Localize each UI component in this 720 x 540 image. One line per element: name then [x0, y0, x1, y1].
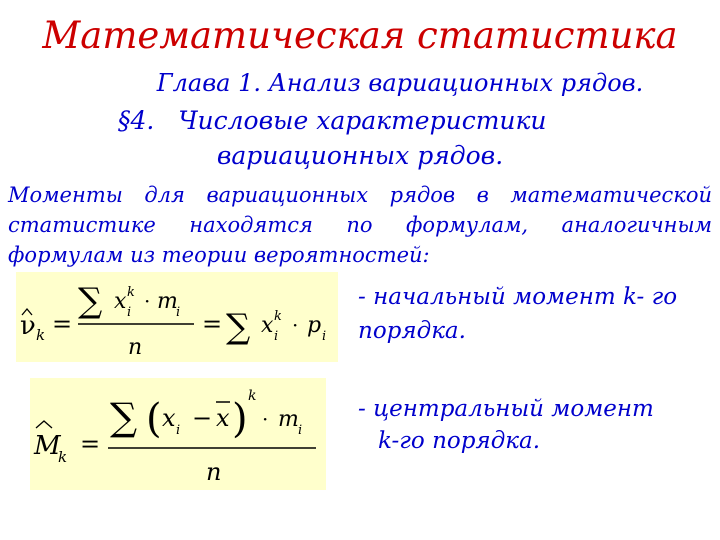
m-subscript: i: [176, 305, 181, 320]
sum-symbol-1: ∑: [78, 281, 103, 321]
intro-paragraph: Моменты для вариационных рядов в математической статистике находятся по формулам, аналогичным формулам из теории вероятностей:: [8, 183, 712, 267]
sum-symbol-2: ∑: [226, 307, 251, 347]
x-subscript: i: [127, 305, 132, 320]
initial-moment-description-line2: порядка.: [358, 318, 466, 344]
denominator-n-2: n: [206, 458, 222, 486]
section-heading-line1: §4. Числовые характеристики: [118, 106, 547, 135]
m-subscript-2: i: [298, 423, 303, 438]
m-symbol: M: [34, 431, 61, 461]
x-superscript-2: k: [274, 309, 282, 324]
dot-operator: ·: [144, 289, 151, 313]
minus-sign: −: [192, 404, 213, 432]
x-variable-2: x: [261, 313, 274, 338]
x-variable: x: [114, 289, 127, 314]
power-k: k: [248, 388, 257, 404]
section-heading-line2: вариационных рядов.: [216, 141, 504, 170]
m-variable-2: m: [278, 407, 299, 432]
central-moment-description-line1: - центральный момент: [358, 396, 654, 422]
x-bar-variable: x: [216, 404, 230, 432]
open-paren: (: [146, 396, 162, 442]
x-variable-3: x: [162, 404, 176, 432]
initial-moment-description-line1: - начальный момент k- го: [358, 284, 678, 310]
equals-sign-3: =: [80, 430, 101, 458]
central-moment-formula: [30, 378, 326, 490]
chapter-heading: Глава 1. Анализ вариационных рядов.: [156, 69, 644, 97]
initial-moment-formula: [16, 272, 338, 362]
lhs-subscript: k: [36, 326, 46, 344]
close-paren: ): [232, 396, 248, 442]
dot-operator-2: ·: [292, 313, 299, 337]
m-variable: m: [157, 289, 178, 314]
x-superscript: k: [127, 285, 135, 300]
sum-symbol-3: ∑: [110, 395, 138, 439]
central-moment-formula-svg: [30, 378, 326, 490]
hat-mark-m: [36, 421, 52, 428]
nu-symbol: ν: [20, 311, 36, 341]
initial-moment-formula-svg: [16, 272, 338, 362]
equals-sign-1: =: [52, 310, 73, 338]
lhs-subscript-2: k: [58, 448, 68, 466]
equals-sign-2: =: [202, 310, 223, 338]
x-subscript-2: i: [274, 329, 279, 344]
page-title: Математическая статистика: [42, 14, 678, 57]
p-subscript: i: [322, 329, 327, 344]
dot-operator-3: ·: [262, 407, 269, 431]
central-moment-description-line2: k-го порядка.: [378, 428, 541, 454]
p-variable: p: [307, 313, 322, 338]
x-subscript-3: i: [176, 423, 181, 438]
denominator-n-1: n: [128, 335, 143, 360]
